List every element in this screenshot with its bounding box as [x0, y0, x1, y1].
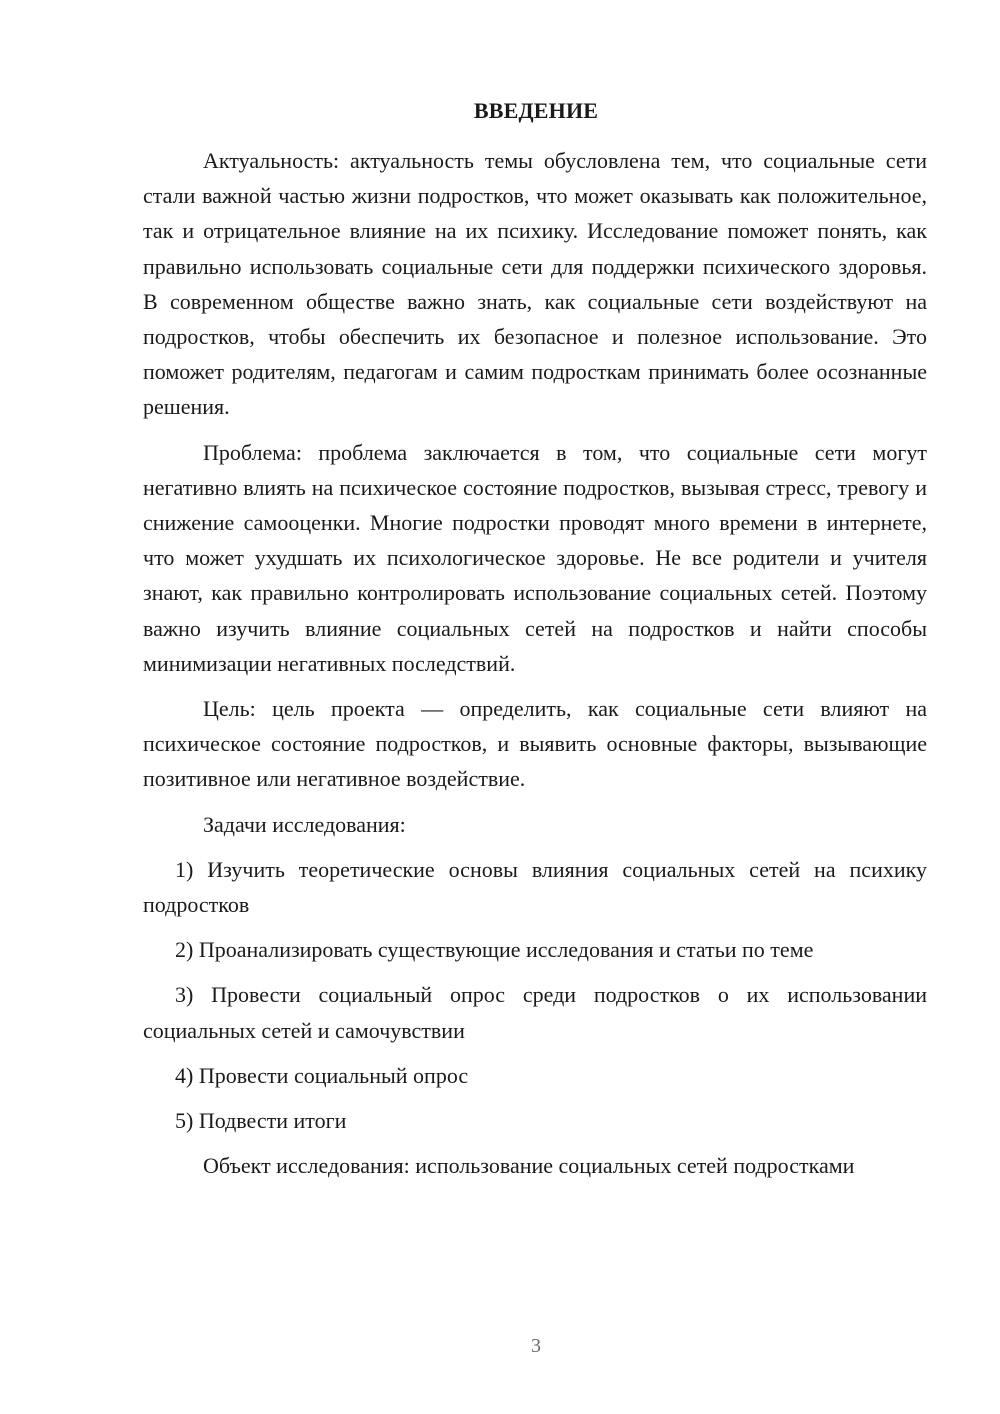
task-item-2: 2) Проанализировать существующие исследования и статьи по теме [175, 937, 814, 963]
page-number: 3 [531, 1335, 541, 1357]
task-item-4: 4) Провести социальный опрос [175, 1062, 469, 1088]
problem-paragraph: Проблема: проблема заключается в том, что социальные сети могут негативно влиять на психическое состояние подростков, вызывая стресс, тревогу и снижение самооценки. Многие подростки проводят много времени в интернете, что может ухудшать их психологическое здоровье. Не все родители и учителя знают, как правильно контролировать использование социальных сетей. Поэтому важно изучить влияние социальных сетей на подростков и найти способы минимизации негативных последствий. [143, 439, 927, 676]
object-paragraph: Объект исследования: использование социальных сетей подростками [203, 1153, 855, 1179]
goal-paragraph: Цель: цель проекта — определить, как социальные сети влияют на психическое состояние подростков, и выявить основные факторы, вызывающие позитивное или негативное воздействие. [143, 696, 927, 792]
relevance-paragraph: Актуальность: актуальность темы обусловлена тем, что социальные сети стали важной частью жизни подростков, что может оказывать как положительное, так и отрицательное влияние на их психику. Исследование поможет понять, как правильно использовать социальные сети для поддержки психического здоровья. В современном обществе важно знать, как социальные сети воздействуют на подростков, чтобы обеспечить их безопасное и полезное использование. Это поможет родителям, педагогам и самим подросткам принимать более осознанные решения. [143, 148, 927, 420]
tasks-list [143, 852, 927, 1138]
section-title: ВВЕДЕНИЕ [473, 98, 599, 123]
document-body [143, 143, 927, 1183]
task-item-1: 1) Изучить теоретические основы влияния социальных сетей на психику подростков [143, 856, 927, 918]
task-item-5: 5) Подвести итоги [175, 1108, 347, 1134]
tasks-heading: Задачи исследования: [203, 811, 406, 837]
task-item-3: 3) Провести социальный опрос среди подростков о их использовании социальных сетей и самочувствии [143, 982, 927, 1043]
